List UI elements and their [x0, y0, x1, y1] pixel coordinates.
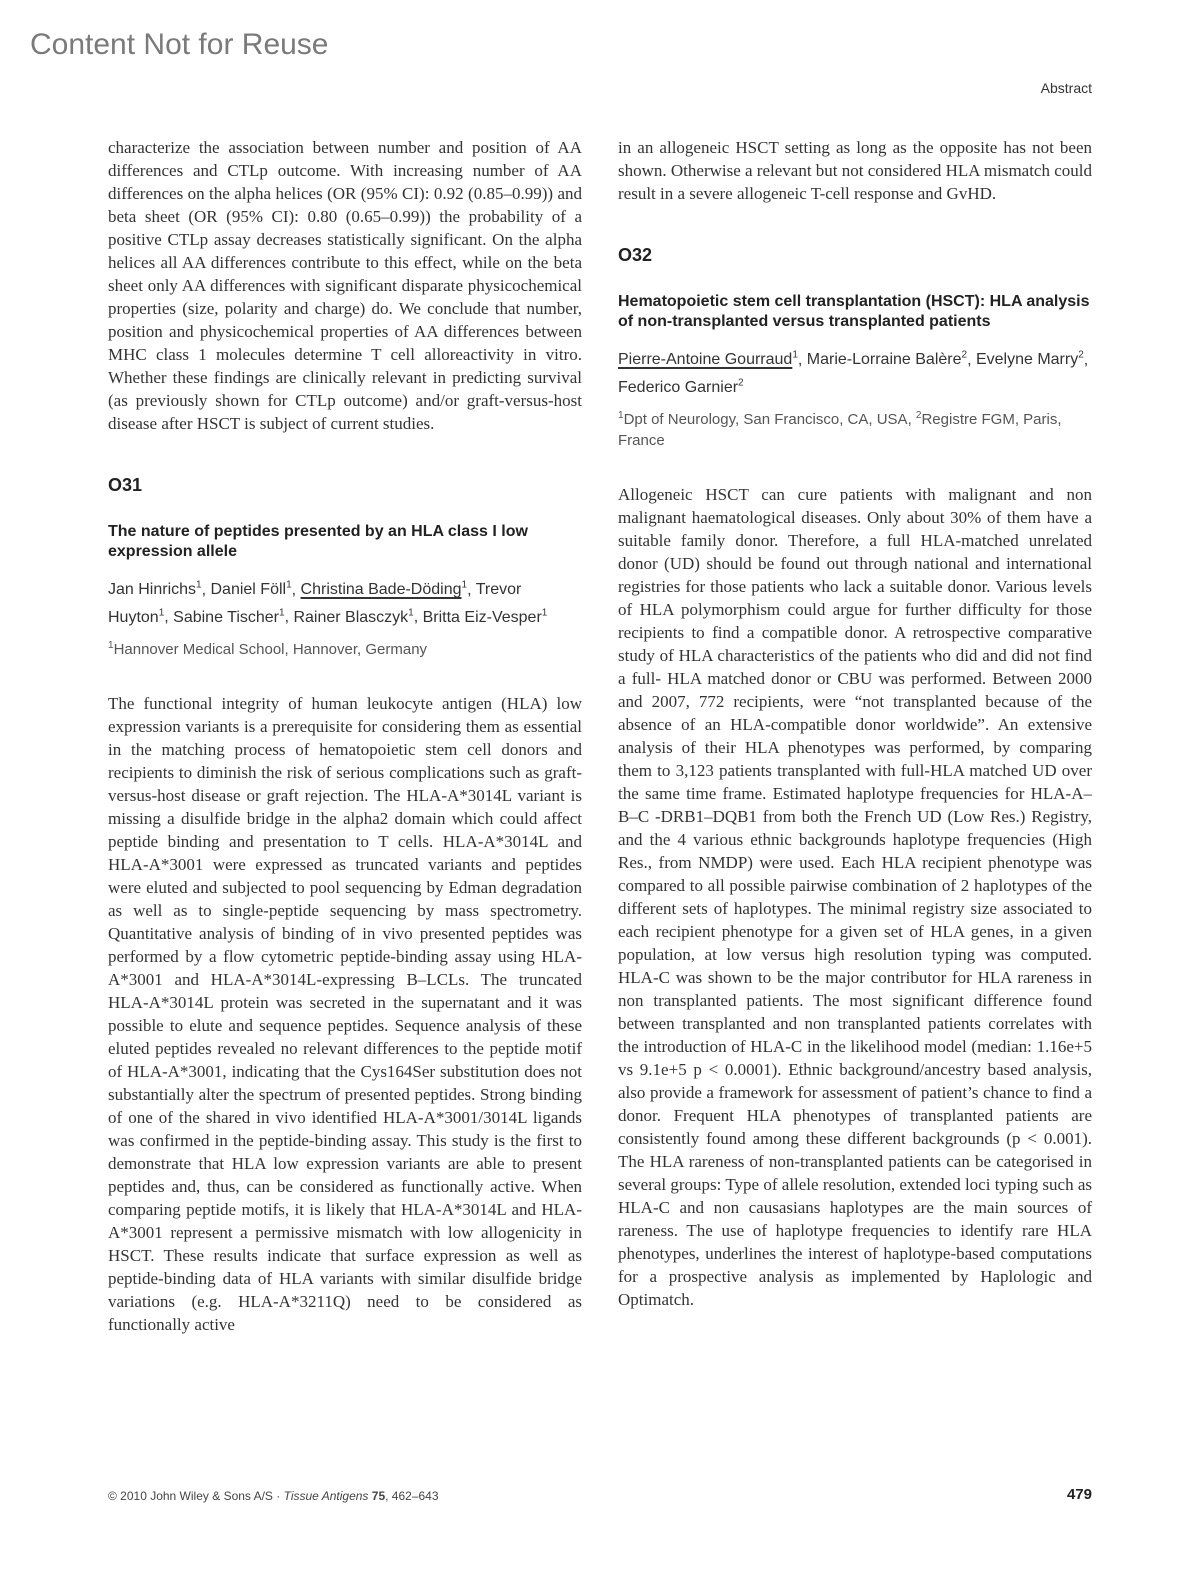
copyright: © 2010 John Wiley & Sons A/S · — [108, 1489, 284, 1503]
abstract-id: O32 — [618, 245, 653, 265]
author: Trevor Huyton$^1$ — [108, 581, 522, 626]
author: Daniel Föll$^1$ — [210, 580, 292, 599]
author: Jan Hinrichs$^1$ — [108, 580, 202, 599]
affiliations — [108, 635, 582, 660]
affiliations — [618, 405, 1092, 451]
page-range: , 462–643 — [385, 1489, 439, 1503]
footer-citation — [108, 1489, 439, 1503]
running-head: Abstract — [1040, 80, 1092, 96]
author: Sabine Tischer$^1$ — [173, 607, 285, 626]
affiliation: $^2$Registre FGM, Paris, France — [618, 409, 1062, 449]
author-list: Pierre-Antoine Gourraud$^1$, Marie-Lorraine Balère$^2$, Evelyne Marry$^2$, Federico Garnier$^2$ — [618, 350, 1089, 396]
previous-abstract-continuation: characterize the association between number and position of AA differences and CTLp outcome. With increasing number of AA differences on the alpha helices (OR (95% CI): 0.92 (0.85–0.99)) and beta sheet (OR (95% CI): 0.80 (0.65–0.99)) the probability of a positive CTLp assay decreases statistically significant. On the alpha helices all AA differences contribute to this effect, while on the beta sheet only AA differences with significant disparate physicochemical properties (size, polarity and charge) do. We conclude that number, position and physicochemical properties of AA differences between MHC class 1 molecules determine T cell alloreactivity in vitro. Whether these findings are clinically relevant in predicting survival (as previously shown for CTLp outcome) and/or graft-versus-host disease after HSCT is subject of current studies. — [108, 138, 582, 433]
author: Rainer Blasczyk$^1$ — [293, 607, 414, 626]
author: Federico Garnier$^2$ — [618, 377, 744, 396]
author: Marie-Lorraine Balère$^2$ — [806, 350, 968, 369]
affiliation: $^1$Dpt of Neurology, San Francisco, CA, USA, — [618, 409, 916, 428]
watermark: Content Not for Reuse — [30, 28, 329, 61]
previous-abstract-continuation: in an allogeneic HSCT setting as long as the opposite has not been shown. Otherwise a relevant but not considered HLA mismatch could result in a severe allogeneic T-cell response and GvHD. — [618, 138, 1092, 203]
abstract-title: The nature of peptides presented by an HLA class I low expression allele — [108, 523, 528, 560]
author: Britta Eiz-Vesper$^1$ — [422, 607, 548, 626]
page-number: 479 — [1066, 1486, 1092, 1503]
abstract-title: Hematopoietic stem cell transplantation (HSCT): HLA analysis of non-transplanted versus transplanted patients — [618, 293, 1090, 330]
author: Evelyne Marry$^2$ — [975, 350, 1084, 369]
volume: 75 — [371, 1489, 386, 1503]
author: Pierre-Antoine Gourraud$^1$ — [618, 350, 798, 369]
abstract-body: Allogeneic HSCT can cure patients with malignant and non malignant haematological diseases. Only about 30% of them have a suitable family donor. Therefore, a full HLA-matched unrelated donor (UD) should be found out through national and international registries for those patients who lack a suitable donor. Various levels of HLA polymorphism could argue for further difficulty for those recipients to find a compatible donor. A retrospective comparative study of HLA characteristics of the patients who did and did not find a full- HLA matched donor or CBU was performed. Between 2000 and 2007, 772 recipients, were “not transplanted because of the absence of an HLA-compatible donor worldwide”. An extensive analysis of their HLA phenotypes was performed, by comparing them to 3,123 patients transplanted with full-HLA matched UD over the same time frame. Estimated haplotype frequencies for HLA-A–B–C -DRB1–DQB1 from both the French UD (Low Res.) Registry, and the 4 various ethnic backgrounds haplotype frequencies (High Res., from NMDP) were used. Each HLA recipient phenotype was compared to all possible pairwise combination of 2 haplotypes of the different sets of haplotypes. The minimal registry size associated to each recipient phenotype for a given set of HLA genes, in a given population, at low versus high resolution typing was computed. HLA-C was shown to be the major contributor for HLA rareness in non transplanted patients. The most significant difference found between transplanted and non transplanted patients correlates with the introduction of HLA-C in the likelihood model (median: 1.16e+5 vs 9.1e+5 p < 0.0001). Ethnic background/ancestry based analysis, also provide a framework for assessment of patient’s chance to find a donor. Frequent HLA phenotypes of transplanted patients are consistently found among these different backgrounds (p < 0.001). The HLA rareness of non-transplanted patients can be categorised in several groups: Type of allele resolution, extended loci typing such as HLA-C and non causasians haplotypes are the main sources of rareness. The use of haplotype frequencies to identify rare HLA phenotypes, underlines the interest of haplotype-based computations for a prospective analysis as implemented by Haplologic and Optimatch. — [618, 484, 1092, 1309]
right-column — [618, 136, 1092, 1311]
affiliation: $^1$Hannover Medical School, Hannover, Germany — [108, 639, 428, 658]
abstract-body: The functional integrity of human leukocyte antigen (HLA) low expression variants is a prerequisite for considering them as essential in the matching process of hematopoietic stem cell donors and recipients to diminish the risk of serious complications such as graft-versus-host disease or graft rejection. The HLA-A*3014L variant is missing a disulfide bridge in the alpha2 domain which could affect peptide binding and presentation to T cells. HLA-A*3014L and HLA-A*3001 were expressed as truncated variants and peptides were eluted and subjected to pool sequencing by Edman degradation as well as to single-peptide sequencing by mass spectrometry. Quantitative analysis of binding of in vivo presented peptides was performed by a flow cytometric peptide-binding assay using HLA-A*3001 and HLA-A*3014L-expressing B–LCLs. The truncated HLA-A*3014L protein was secreted in the supernatant and it was possible to elute and sequence peptides. Sequence analysis of these eluted peptides revealed no relevant differences to the peptide motif of HLA-A*3001, indicating that the Cys164Ser substitution does not substantially alter the spectrum of presented peptides. Strong binding of one of the shared in vivo identified HLA-A*3001/3014L ligands was confirmed in the peptide-binding assay. This study is the first to demonstrate that HLA low expression variants are able to present peptides and, thus, can be considered as functionally active. When comparing peptide motifs, it is likely that HLA-A*3014L and HLA-A*3001 represent a permissive mismatch with low allogenicity in HSCT. These results indicate that surface expression as well as peptide-binding data of HLA variants with similar disulfide bridge variations (e.g. HLA-A*3211Q) need to be considered as functionally active — [108, 693, 582, 1334]
journal-name: Tissue Antigens — [283, 1489, 369, 1503]
abstract-id: O31 — [108, 475, 143, 495]
author-list: Jan Hinrichs$^1$, Daniel Föll$^1$, Christina Bade-Döding$^1$, Trevor Huyton$^1$, Sabine Tischer$^1$, Rainer Blasczyk$^1$, Britta Eiz-Vesper$^1$ — [108, 580, 548, 626]
author: Christina Bade-Döding$^1$ — [300, 580, 468, 599]
left-column — [108, 136, 582, 1336]
